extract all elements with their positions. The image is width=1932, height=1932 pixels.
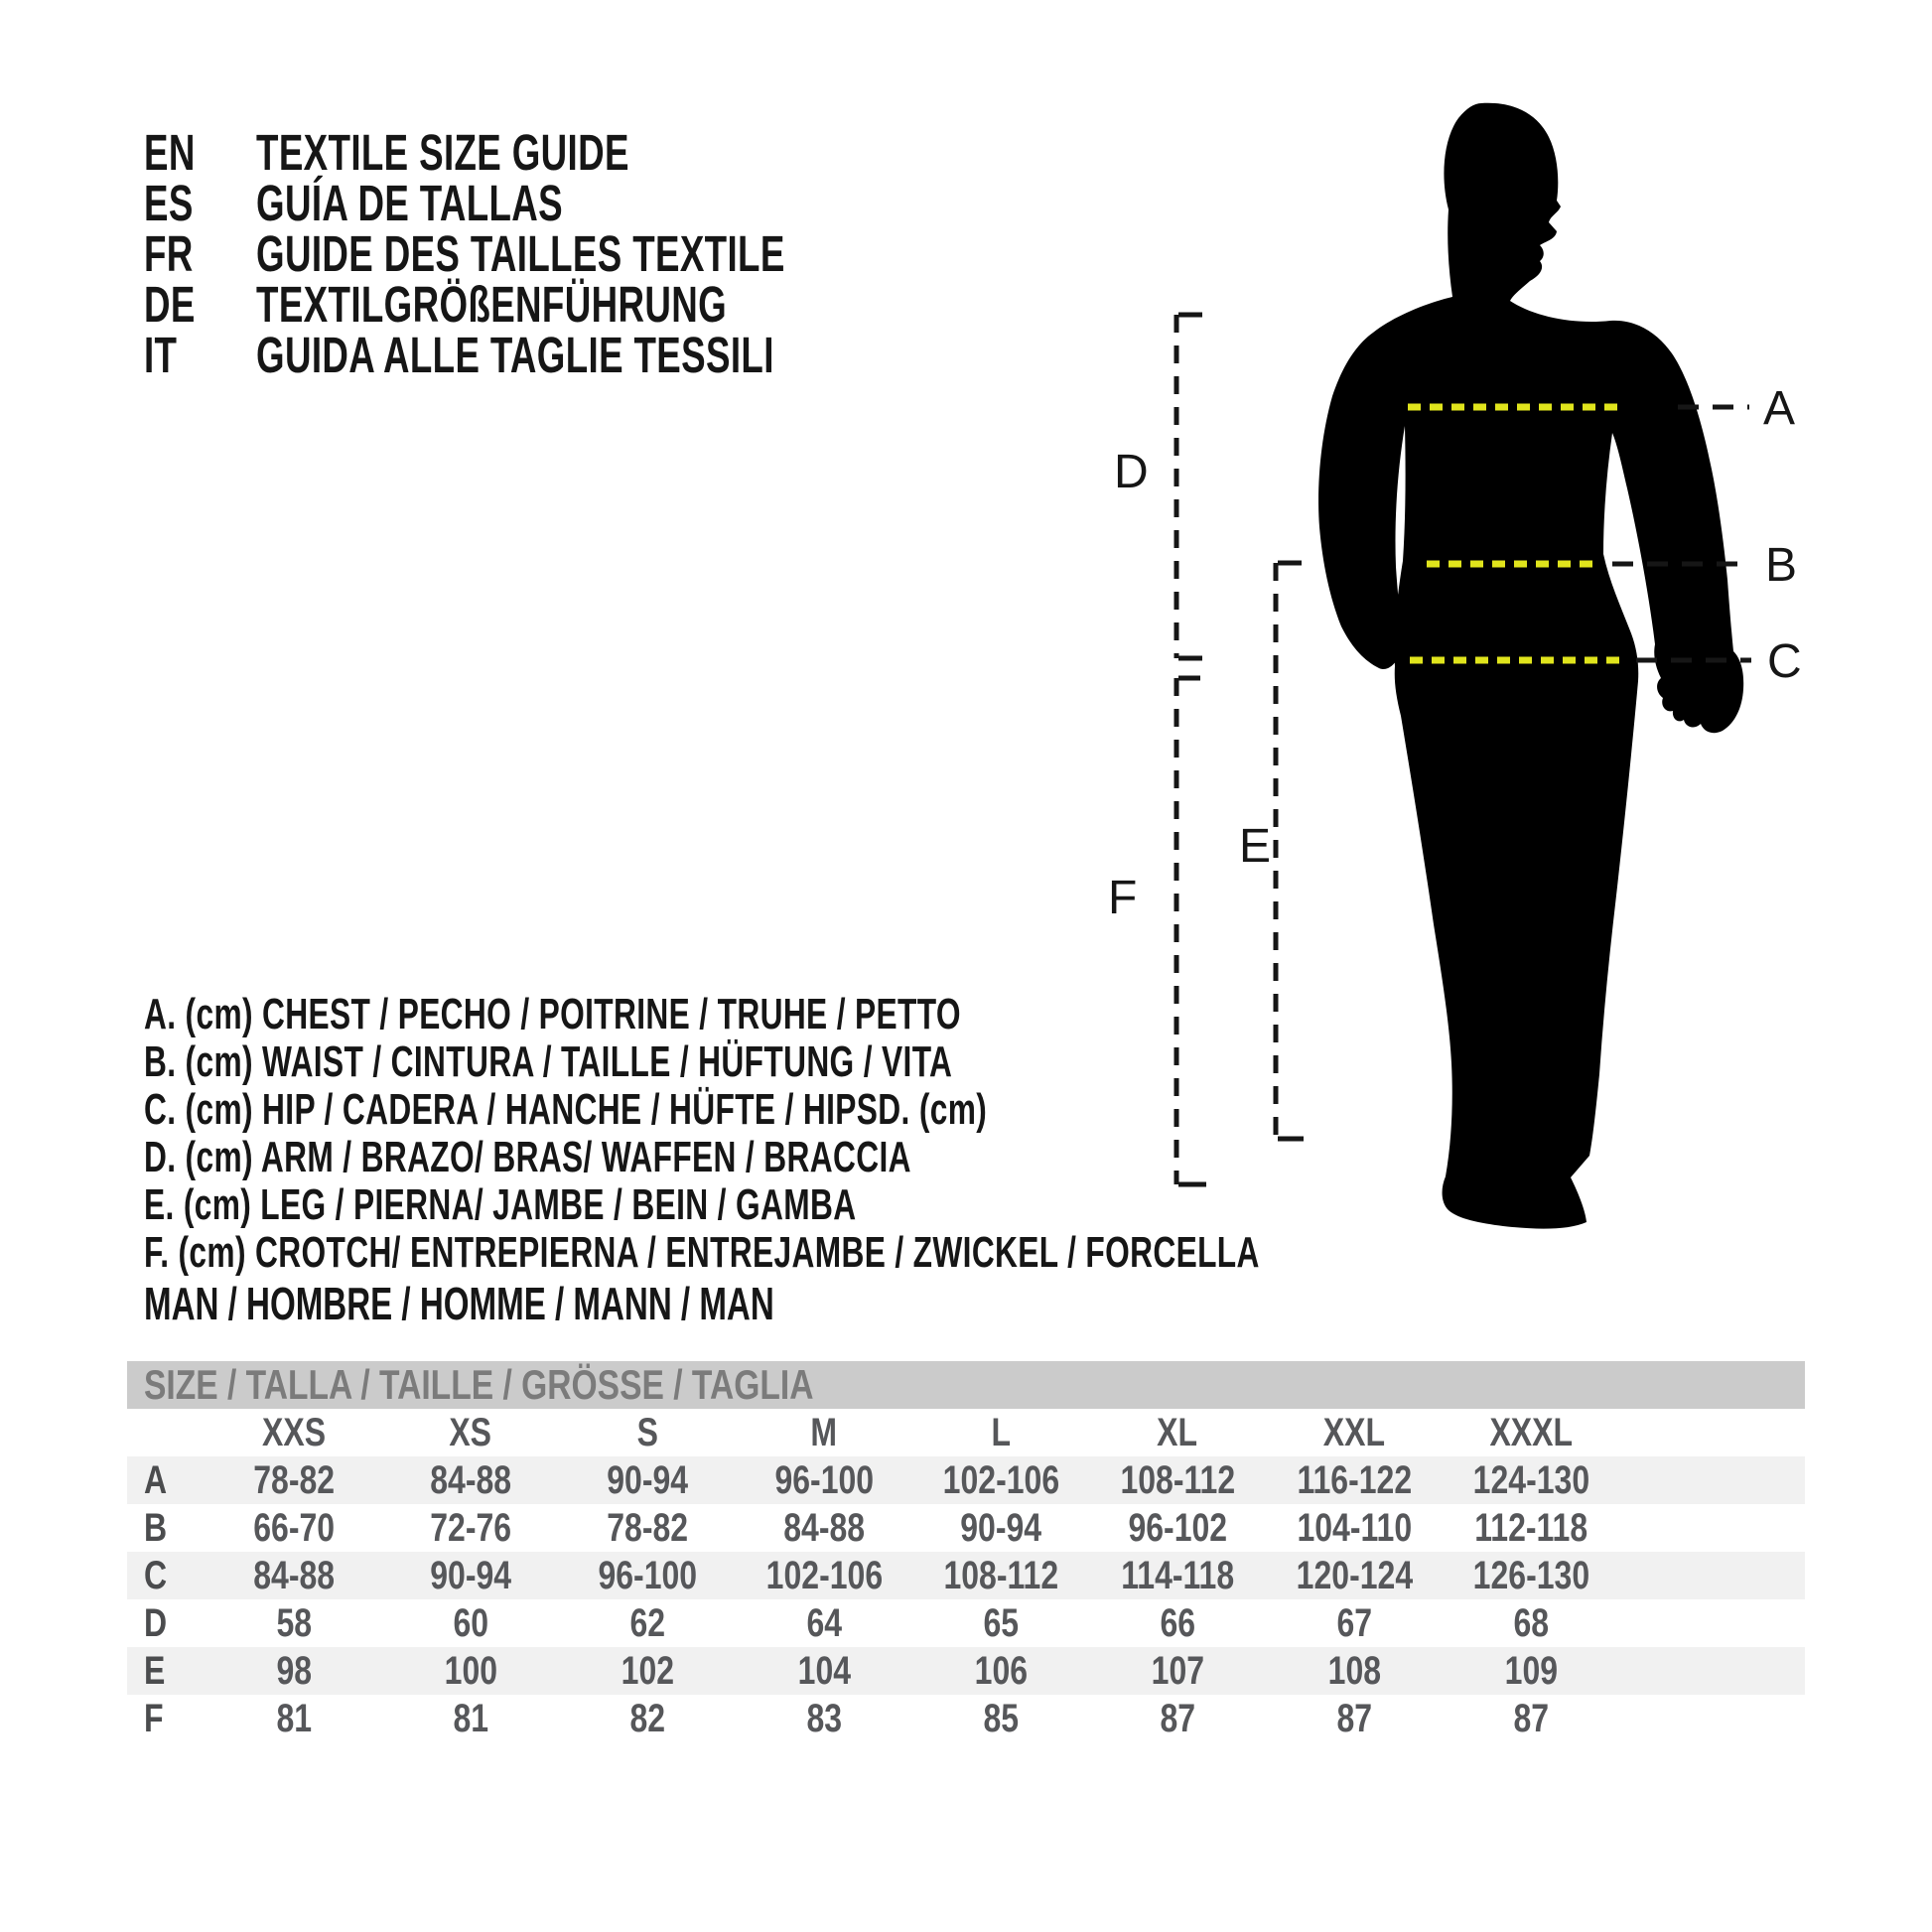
table-cell: 100 — [444, 1648, 497, 1693]
table-cell: 62 — [629, 1600, 665, 1645]
table-cell: 72-76 — [430, 1505, 511, 1550]
table-cell: 108 — [1327, 1648, 1381, 1693]
language-code: FR — [144, 225, 194, 282]
marker-label-b: B — [1765, 539, 1798, 592]
table-cell: 81 — [276, 1696, 312, 1740]
table-cell: 81 — [453, 1696, 488, 1740]
table-row-chest — [127, 1456, 1805, 1504]
table-cell: 64 — [806, 1600, 842, 1645]
legend-line-hip: C. (cm) HIP / CADERA / HANCHE / HÜFTE / HIPSD. (cm) — [144, 1085, 988, 1134]
table-cell: 102 — [621, 1648, 674, 1693]
marker-label-f: F — [1108, 872, 1138, 924]
language-code: ES — [144, 175, 194, 231]
table-cell: 60 — [453, 1600, 488, 1645]
row-label: C — [144, 1553, 168, 1597]
table-row-waist — [127, 1504, 1805, 1552]
guide-title: TEXTILE SIZE GUIDE — [256, 124, 629, 181]
table-cell: 98 — [276, 1648, 312, 1693]
table-cell: 68 — [1513, 1600, 1549, 1645]
size-table — [127, 1361, 1805, 1742]
row-label: A — [144, 1457, 168, 1502]
legend-line-waist: B. (cm) WAIST / CINTURA / TAILLE / HÜFTUNG / VITA — [144, 1037, 953, 1086]
table-row-arm — [127, 1599, 1805, 1647]
language-title-block — [144, 124, 1035, 383]
row-label: B — [144, 1505, 168, 1550]
table-cell: 90-94 — [607, 1457, 688, 1502]
table-cell: 96-100 — [774, 1457, 874, 1502]
category-line — [144, 1279, 1020, 1328]
table-cell: 90-94 — [960, 1505, 1041, 1550]
column-header: L — [991, 1410, 1011, 1454]
table-cell: 116-122 — [1297, 1457, 1412, 1502]
table-cell: 104-110 — [1297, 1505, 1412, 1550]
table-cell: 102-106 — [765, 1553, 883, 1597]
table-cell: 87 — [1160, 1696, 1195, 1740]
table-cell: 126-130 — [1472, 1553, 1589, 1597]
guide-title: GUÍA DE TALLAS — [256, 175, 564, 231]
column-header: S — [636, 1410, 658, 1454]
table-cell: 66-70 — [253, 1505, 335, 1550]
table-cell: 96-100 — [598, 1553, 697, 1597]
size-table-column-header-row — [127, 1409, 1805, 1456]
table-cell: 120-124 — [1296, 1553, 1413, 1597]
table-cell: 66 — [1160, 1600, 1195, 1645]
column-header: XXXL — [1489, 1410, 1573, 1454]
legend-line-leg: E. (cm) LEG / PIERNA/ JAMBE / BEIN / GAMBA — [144, 1180, 857, 1229]
size-table-title: SIZE / TALLA / TAILLE / GRÖSSE / TAGLIA — [144, 1361, 814, 1408]
category-text: MAN / HOMBRE / HOMME / MANN / MAN — [144, 1278, 774, 1329]
guide-title: GUIDA ALLE TAGLIE TESSILI — [256, 327, 774, 383]
row-label: D — [144, 1600, 168, 1645]
marker-label-e: E — [1239, 820, 1272, 873]
size-table-header-bar — [127, 1361, 1805, 1409]
table-cell: 87 — [1513, 1696, 1549, 1740]
language-code: DE — [144, 276, 196, 333]
column-header: XS — [449, 1410, 492, 1454]
table-cell: 78-82 — [607, 1505, 688, 1550]
table-cell: 104 — [797, 1648, 851, 1693]
marker-label-a: A — [1763, 382, 1796, 435]
table-row-crotch — [127, 1695, 1805, 1742]
table-cell: 84-88 — [430, 1457, 511, 1502]
table-row-leg — [127, 1647, 1805, 1695]
language-code: IT — [144, 327, 178, 383]
marker-label-c: C — [1767, 635, 1802, 688]
table-cell: 108-112 — [943, 1553, 1058, 1597]
table-cell: 67 — [1336, 1600, 1372, 1645]
marker-label-d: D — [1114, 446, 1149, 498]
table-cell: 112-118 — [1474, 1505, 1587, 1550]
language-code: EN — [144, 124, 196, 181]
legend-line-crotch: F. (cm) CROTCH/ ENTREPIERNA / ENTREJAMBE / ZWICKEL / FORCELLA — [144, 1228, 1260, 1277]
measurement-legend — [144, 991, 1694, 1277]
guide-title: TEXTILGRÖßENFÜHRUNG — [256, 276, 728, 333]
table-cell: 83 — [806, 1696, 842, 1740]
table-cell: 109 — [1504, 1648, 1558, 1693]
table-cell: 102-106 — [942, 1457, 1059, 1502]
table-cell: 106 — [974, 1648, 1028, 1693]
table-cell: 90-94 — [430, 1553, 511, 1597]
table-cell: 85 — [983, 1696, 1019, 1740]
legend-line-arm: D. (cm) ARM / BRAZO/ BRAS/ WAFFEN / BRACCIA — [144, 1133, 911, 1181]
guide-title: GUIDE DES TAILLES TEXTILE — [256, 225, 785, 282]
table-cell: 107 — [1151, 1648, 1204, 1693]
table-cell: 124-130 — [1472, 1457, 1589, 1502]
table-cell: 96-102 — [1128, 1505, 1227, 1550]
row-label: F — [144, 1696, 164, 1740]
table-cell: 84-88 — [783, 1505, 865, 1550]
table-cell: 78-82 — [253, 1457, 335, 1502]
legend-line-chest: A. (cm) CHEST / PECHO / POITRINE / TRUHE / PETTO — [144, 990, 961, 1038]
column-header: XXL — [1322, 1410, 1386, 1454]
table-cell: 65 — [983, 1600, 1019, 1645]
table-cell: 82 — [629, 1696, 665, 1740]
table-cell: 87 — [1336, 1696, 1372, 1740]
table-cell: 108-112 — [1120, 1457, 1235, 1502]
table-cell: 84-88 — [253, 1553, 335, 1597]
table-row-hip — [127, 1552, 1805, 1599]
column-header: XL — [1157, 1410, 1198, 1454]
column-header: M — [810, 1410, 838, 1454]
column-header: XXS — [261, 1410, 327, 1454]
row-label: E — [144, 1648, 166, 1693]
table-cell: 114-118 — [1121, 1553, 1234, 1597]
table-cell: 58 — [276, 1600, 312, 1645]
